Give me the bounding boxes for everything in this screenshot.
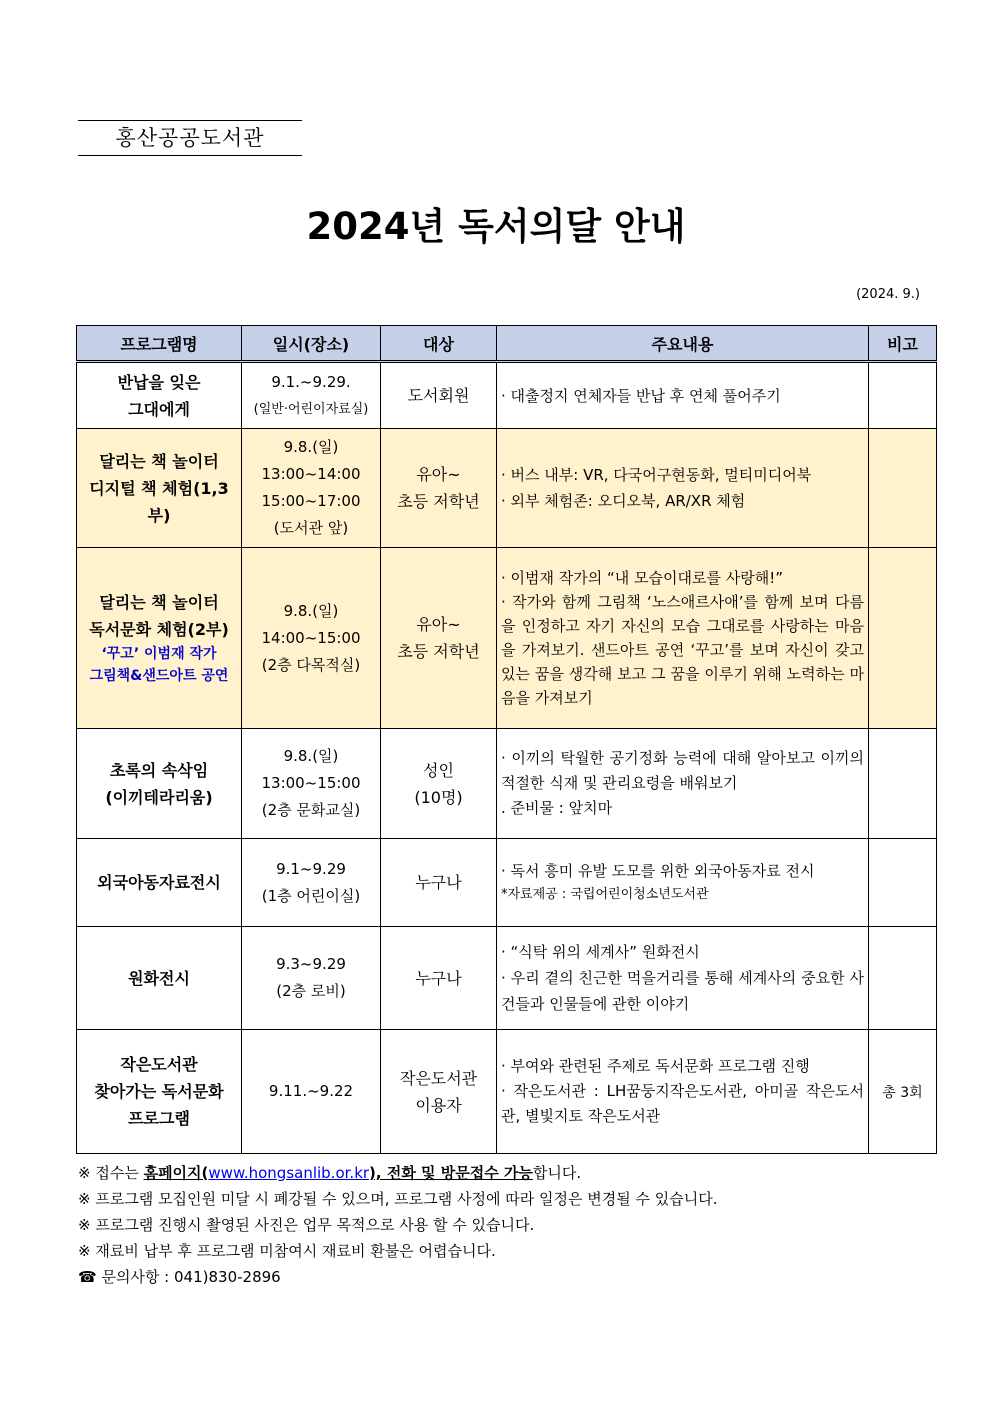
program-name: 달리는 책 놀이터 디지털 책 체험(1,3부) bbox=[77, 429, 242, 548]
notice-list bbox=[78, 1160, 717, 1290]
program-datetime: 9.11.~9.22 bbox=[242, 1030, 381, 1154]
program-datetime: 9.1.~9.29. (일반·어린이자료실) bbox=[242, 362, 381, 429]
program-target: 누구나 bbox=[381, 839, 497, 927]
program-note bbox=[869, 429, 937, 548]
program-table bbox=[76, 325, 937, 1154]
table-row bbox=[77, 429, 937, 548]
program-target: 작은도서관 이용자 bbox=[381, 1030, 497, 1154]
header-note: 비고 bbox=[869, 326, 937, 362]
library-name: 홍산공공도서관 bbox=[78, 120, 302, 156]
program-note: 총 3회 bbox=[869, 1030, 937, 1154]
notice-refund: ※ 재료비 납부 후 프로그램 미참여시 재료비 환불은 어렵습니다. bbox=[78, 1242, 496, 1260]
program-target: 유아~ 초등 저학년 bbox=[381, 429, 497, 548]
program-name: 달리는 책 놀이터 독서문화 체험(2부) ‘꾸고’ 이범재 작가 그림책&샌드아트 공연 bbox=[77, 548, 242, 729]
program-content: · 독서 흥미 유발 도모를 위한 외국아동자료 전시 *자료제공 : 국립어린이청소년도서관 bbox=[497, 839, 869, 927]
program-name: 초록의 속삭임 (이끼테라리움) bbox=[77, 729, 242, 839]
program-target: 누구나 bbox=[381, 927, 497, 1030]
program-name: 작은도서관 찾아가는 독서문화 프로그램 bbox=[77, 1030, 242, 1154]
program-datetime: 9.8.(일) 14:00~15:00 (2층 다목적실) bbox=[242, 548, 381, 729]
program-datetime: 9.3~9.29 (2층 로비) bbox=[242, 927, 381, 1030]
page-title: 2024년 독서의달 안내 bbox=[306, 205, 686, 248]
program-content: · “식탁 위의 세계사” 원화전시 · 우리 곁의 친근한 먹을거리를 통해 세계사의 중요한 사건들과 인물들에 관한 이야기 bbox=[497, 927, 869, 1030]
program-note bbox=[869, 362, 937, 429]
table-row bbox=[77, 1030, 937, 1154]
program-note bbox=[869, 927, 937, 1030]
program-content: · 이끼의 탁월한 공기정화 능력에 대해 알아보고 이끼의 적절한 식재 및 관리요령을 배워보기 . 준비물 : 앞치마 bbox=[497, 729, 869, 839]
table-row bbox=[77, 927, 937, 1030]
table-header-row bbox=[77, 326, 937, 362]
header-target: 대상 bbox=[381, 326, 497, 362]
program-note bbox=[869, 729, 937, 839]
table-row bbox=[77, 548, 937, 729]
program-target: 유아~ 초등 저학년 bbox=[381, 548, 497, 729]
program-datetime: 9.8.(일) 13:00~15:00 (2층 문화교실) bbox=[242, 729, 381, 839]
program-target: 도서회원 bbox=[381, 362, 497, 429]
program-datetime: 9.8.(일) 13:00~14:00 15:00~17:00 (도서관 앞) bbox=[242, 429, 381, 548]
table-row bbox=[77, 839, 937, 927]
program-content: · 버스 내부: VR, 다국어구현동화, 멀티미디어북 · 외부 체험존: 오디오북, AR/XR 체험 bbox=[497, 429, 869, 548]
program-datetime: 9.1~9.29 (1층 어린이실) bbox=[242, 839, 381, 927]
program-target: 성인 (10명) bbox=[381, 729, 497, 839]
table-row bbox=[77, 362, 937, 429]
notice-photos: ※ 프로그램 진행시 촬영된 사진은 업무 목적으로 사용 할 수 있습니다. bbox=[78, 1216, 535, 1234]
notice-cancellation: ※ 프로그램 모집인원 미달 시 폐강될 수 있으며, 프로그램 사정에 따라 일정은 변경될 수 있습니다. bbox=[78, 1190, 718, 1208]
header-content: 주요내용 bbox=[497, 326, 869, 362]
contact-info: ☎ 문의사항 : 041)830-2896 bbox=[78, 1268, 281, 1286]
program-content: · 이범재 작가의 “내 모습이대로를 사랑해!” · 작가와 함께 그림책 ‘노스애르사애’를 함께 보며 다름을 인정하고 자기 자신의 모습 그대로를 사랑하는 마음을 가져보기. 샌드아트 공연 ‘꾸고’를 보며 자신이 갖고있는 꿈을 생각해 보고 그 꿈을 이루기 위해 노력하는 마음을 가져보기 bbox=[497, 548, 869, 729]
program-content: · 대출정지 연체자들 반납 후 연체 풀어주기 bbox=[497, 362, 869, 429]
homepage-link[interactable]: www.hongsanlib.or.kr bbox=[208, 1164, 370, 1182]
header-program: 프로그램명 bbox=[77, 326, 242, 362]
program-name: 원화전시 bbox=[77, 927, 242, 1030]
program-name: 외국아동자료전시 bbox=[77, 839, 242, 927]
program-note bbox=[869, 548, 937, 729]
program-name: 반납을 잊은 그대에게 bbox=[77, 362, 242, 429]
document-date: (2024. 9.) bbox=[856, 287, 920, 302]
notice-registration: ※ 접수는 홈페이지(www.hongsanlib.or.kr), 전화 및 방문접수 가능합니다. bbox=[78, 1164, 582, 1182]
table-row bbox=[77, 729, 937, 839]
program-content: · 부여와 관련된 주제로 독서문화 프로그램 진행 · 작은도서관 : LH꿈둥지작은도서관, 아미골 작은도서관, 별빛지토 작은도서관 bbox=[497, 1030, 869, 1154]
program-note bbox=[869, 839, 937, 927]
header-datetime: 일시(장소) bbox=[242, 326, 381, 362]
